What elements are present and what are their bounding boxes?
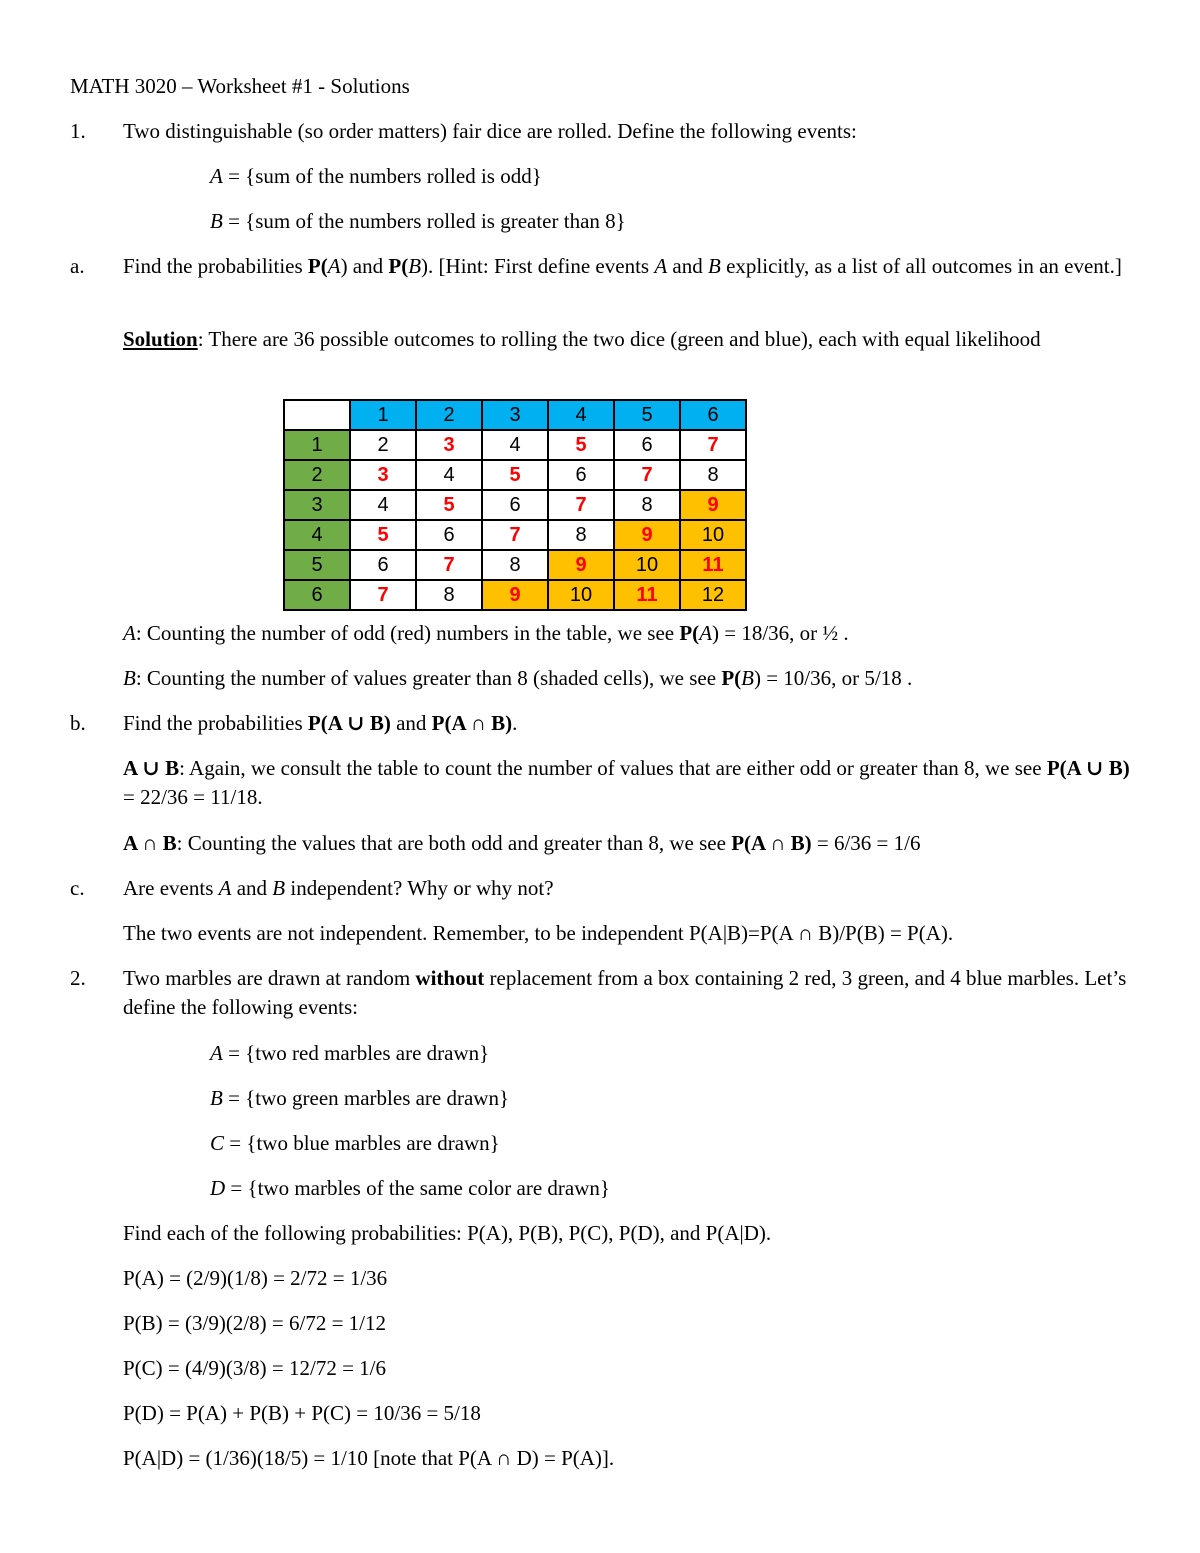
column-header: 3: [482, 400, 548, 430]
row-header: 3: [284, 490, 350, 520]
question-text: Two marbles are drawn at random without replacement from a box containing 2 red, 3 green, and 4 blue marbles. Let’s define the following events:: [123, 966, 1127, 1019]
table-cell: 6: [416, 520, 482, 550]
question-text: Two distinguishable (so order matters) fair dice are rolled. Define the following events:: [123, 119, 857, 143]
table-cell: 3: [350, 460, 416, 490]
table-row: [284, 430, 746, 460]
table-cell: 6: [614, 430, 680, 460]
question-number: 1.: [70, 119, 86, 143]
column-header: 2: [416, 400, 482, 430]
table-cell: 8: [548, 520, 614, 550]
table-cell: 9: [482, 580, 548, 610]
table-header-row: [284, 400, 746, 430]
column-header: 1: [350, 400, 416, 430]
table-cell: 4: [350, 490, 416, 520]
row-header: 2: [284, 460, 350, 490]
event-name: A: [210, 164, 223, 188]
dice-sum-table: [283, 399, 747, 611]
table-cell: 3: [416, 430, 482, 460]
solution-label: Solution: [123, 327, 198, 351]
table-cell: 8: [416, 580, 482, 610]
table-row: [284, 460, 746, 490]
table-cell: 7: [482, 520, 548, 550]
table-cell: 9: [614, 520, 680, 550]
table-cell: 8: [614, 490, 680, 520]
part-question: Find the probabilities P(A) and P(B). [Hint: First define events A and B explicitly, as a list of all outcomes in an event.]: [123, 254, 1122, 278]
table-cell: 7: [416, 550, 482, 580]
table-cell: 6: [482, 490, 548, 520]
table-cell: 11: [614, 580, 680, 610]
part-question: Find the probabilities P(A ∪ B) and P(A ∩ B).: [123, 711, 518, 735]
table-cell: 12: [680, 580, 746, 610]
page-title: MATH 3020 – Worksheet #1 - Solutions: [70, 74, 410, 98]
table-row: [284, 550, 746, 580]
row-header: 5: [284, 550, 350, 580]
row-header: 6: [284, 580, 350, 610]
table-cell: 6: [548, 460, 614, 490]
row-header: 1: [284, 430, 350, 460]
table-cell: 4: [482, 430, 548, 460]
solution-text: : There are 36 possible outcomes to rolling the two dice (green and blue), each with equal likelihood: [197, 327, 1041, 351]
event-text: = {sum of the numbers rolled is greater than 8}: [222, 209, 626, 233]
table-cell: 4: [416, 460, 482, 490]
question-number: 2.: [70, 966, 86, 990]
table-cell: 5: [416, 490, 482, 520]
table-cell: 8: [482, 550, 548, 580]
table-cell: 2: [350, 430, 416, 460]
table-row: [284, 580, 746, 610]
table-cell: 7: [680, 430, 746, 460]
event-name: B: [210, 209, 223, 233]
table-row: [284, 520, 746, 550]
table-cell: 7: [614, 460, 680, 490]
part-label: c.: [70, 876, 85, 900]
part-label: b.: [70, 711, 86, 735]
table-cell: 11: [680, 550, 746, 580]
event-text: = {sum of the numbers rolled is odd}: [222, 164, 542, 188]
table-cell: 7: [350, 580, 416, 610]
table-cell: 9: [680, 490, 746, 520]
row-header: 4: [284, 520, 350, 550]
table-cell: 5: [350, 520, 416, 550]
part-label: a.: [70, 254, 85, 278]
table-cell: 10: [548, 580, 614, 610]
table-cell: 10: [680, 520, 746, 550]
column-header: 6: [680, 400, 746, 430]
table-cell: 5: [482, 460, 548, 490]
table-row: [284, 490, 746, 520]
table-cell: 6: [350, 550, 416, 580]
column-header: 5: [614, 400, 680, 430]
part-question: Are events A and B independent? Why or why not?: [123, 876, 554, 900]
table-cell: 5: [548, 430, 614, 460]
column-header: 4: [548, 400, 614, 430]
table-cell: 10: [614, 550, 680, 580]
table-cell: 8: [680, 460, 746, 490]
table-cell: 7: [548, 490, 614, 520]
table-corner-cell: [284, 400, 350, 430]
table-cell: 9: [548, 550, 614, 580]
